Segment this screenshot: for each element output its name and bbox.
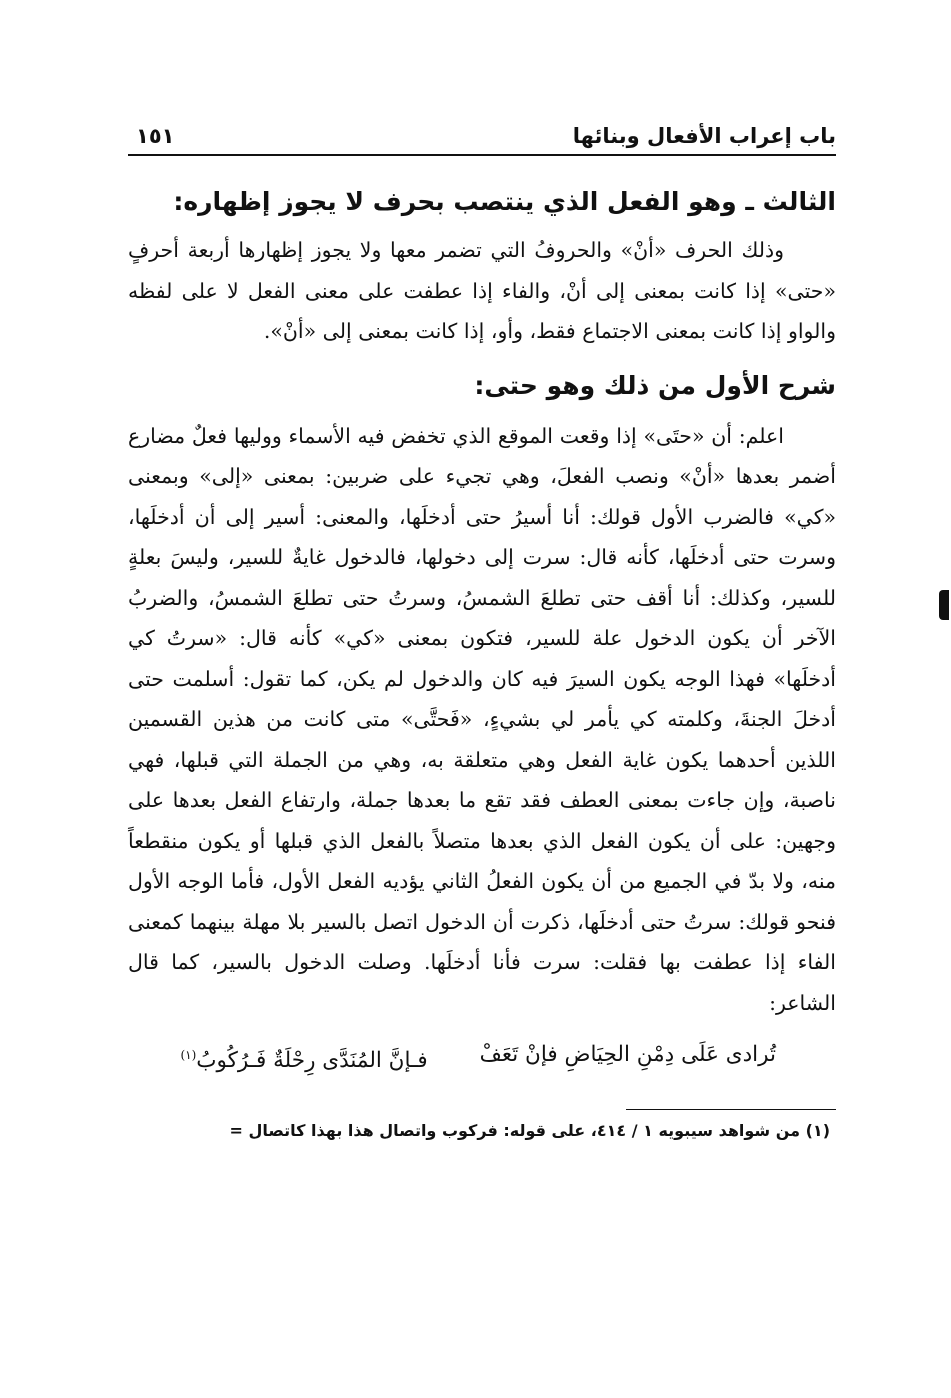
- section-heading-hatta: شرح الأول من ذلك وهو حتى:: [474, 370, 836, 400]
- footnote-separator: [128, 1109, 836, 1110]
- footnote-rule: [626, 1109, 836, 1110]
- section-paragraph-third: وذلك الحرف «أنْ» والحروفُ التي تضمر معها ولا يجوز إظهارها أربعة أحرفٍ «حتى» إذا كانت بمعنى إلى أنْ، والفاء إذا عطفت على معنى الفعل لا على لفظه والواو إذا كانت بمعنى الاجتماع فقط، وأو، إذا كانت بمعنى إلى «أنْ».: [128, 238, 836, 343]
- verse-second-hemistich: [180, 1033, 427, 1083]
- chapter-title: باب إعراب الأفعال وبنائها: [572, 124, 836, 148]
- poetry-verse: [128, 1033, 836, 1083]
- footnote: (١) من شواهد سيبويه ١ / ٤١٤، على قوله: فركوب واتصال هذا بهذا كاتصال =: [229, 1121, 830, 1141]
- section-heading-third: الثالث ـ وهو الفعل الذي ينتصب بحرف لا يجوز إظهاره:: [173, 187, 836, 216]
- section-paragraph-hatta: اعلم: أن «حتَى» إذا وقعت الموقع الذي تخفض فيه الأسماء ووليها فعلٌ مضارع أضمر بعدها «أنْ» ونصب الفعلَ، وهي تجيء على ضربين: بمعنى «إلى» وبمعنى «كي» فالضرب الأول قولك: أنا أسيرُ حتى أدخلَها، والمعنى: أسير إلى أن أدخلَها، وسرت حتى أدخلَها، كأنه قال: سرت إلى دخولها، فالدخول غايةٌ للسير، وليسَ بعلةٍ للسير، وكذلك: أنا أقف حتى تطلعَ الشمسُ، وسرتُ حتى تطلعَ الشمسُ، والضربُ الآخر أن يكون الدخول علة للسير، فتكون بمعنى «كي» كأنه قال: «سرتُ كي أدخلَها» فهذا الوجه يكون السيرَ فيه كان والدخول لم يكن، كما تقول: أسلمت حتى أدخلَ الجنةَ، وكلمته كي يأمر لي بشيءٍ، «فَحتَّى» متى كانت من هذين القسمين اللذين أحدهما يكون غاية الفعل وهي متعلقة به، وهي من الجملة التي قبلها، فهي ناصبة، وإن جاءت بمعنى العطف فقد تقع ما بعدها جملة، وارتفاع الفعل بعدها على وجهين: على أن يكون الفعل الذي بعدها متصلاً بالفعل الذي قبلها أو يكون منقطعاً منه، ولا بدّ في الجميع من أن يكون الفعلُ الثاني يؤديه الفعل الأول، فأما الوجه الأول فنحو قولك: سرتُ حتى أدخلَها، ذكرت أن الدخول اتصل بالسير بلا مهلة بينهما كمعنى الفاء إذا عطفت بها فقلت: سرت فأنا أدخلَها. وصلت الدخول بالسير، كما قال الشاعر:: [128, 423, 836, 1015]
- running-header: [128, 118, 836, 156]
- verse-second-hemistich-text: فـإنَّ المُنَدَّى رِحْلَةٌ فَـرُكُوبُ: [196, 1048, 428, 1074]
- page-edge-mark: [939, 590, 949, 620]
- page-number: ١٥١: [136, 124, 175, 148]
- verse-first-hemistich: تُرادى عَلَى دِمْنِ الحِيَاضِ فإنْ تَعَفْ: [479, 1042, 776, 1067]
- book-page: [128, 118, 836, 1144]
- footnote-reference: (١): [180, 1048, 197, 1062]
